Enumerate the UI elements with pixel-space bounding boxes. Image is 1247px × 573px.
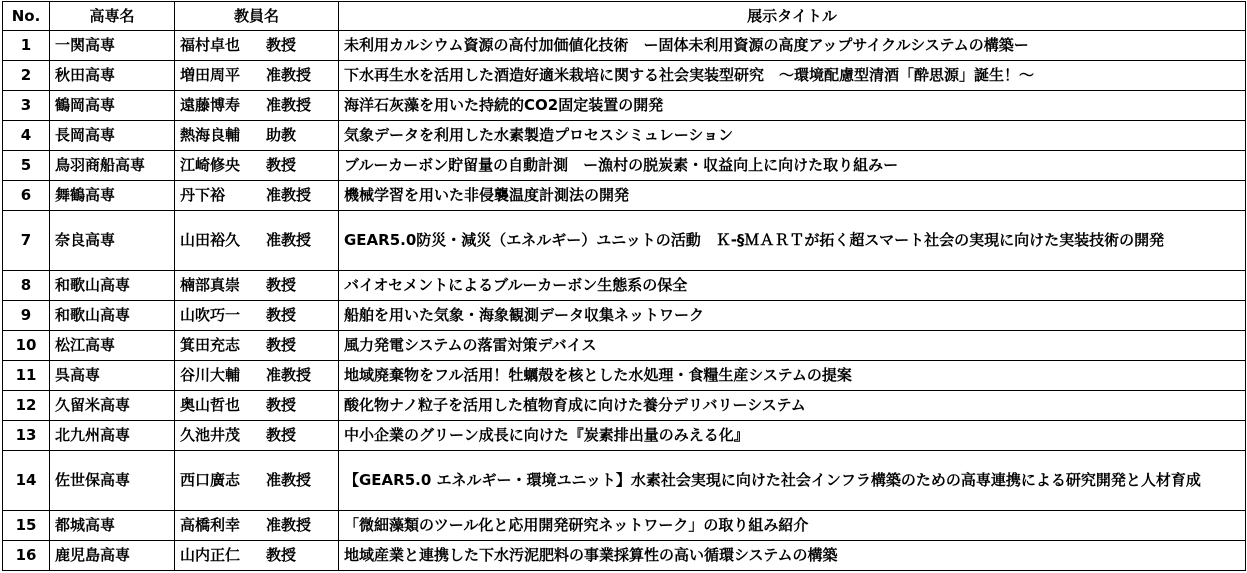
school-name: 一関高専 (50, 31, 175, 61)
table-row (3, 151, 1246, 181)
teacher-cell (175, 511, 339, 541)
teacher-position: 准教授 (266, 96, 312, 114)
teacher-name: 山内正仁 (180, 546, 241, 564)
row-number: 9 (3, 301, 50, 331)
header-school: 高専名 (50, 2, 175, 31)
school-name: 和歌山高専 (50, 271, 175, 301)
teacher-cell (175, 121, 339, 151)
teacher-name: 西口廣志 (180, 471, 241, 489)
teacher-name: 増田周平 (180, 66, 241, 84)
school-name: 松江高専 (50, 331, 175, 361)
teacher-cell (175, 301, 339, 331)
table-row (3, 301, 1246, 331)
teacher-position: 教授 (266, 36, 297, 54)
row-number: 11 (3, 361, 50, 391)
teacher-cell (175, 31, 339, 61)
teacher-cell (175, 211, 339, 271)
table-row (3, 121, 1246, 151)
row-number: 15 (3, 511, 50, 541)
school-name: 久留米高専 (50, 391, 175, 421)
teacher-name: 奥山哲也 (180, 396, 241, 414)
teacher-cell (175, 271, 339, 301)
table-row (3, 271, 1246, 301)
table-row (3, 391, 1246, 421)
row-number: 4 (3, 121, 50, 151)
table-row (3, 451, 1246, 511)
row-number: 10 (3, 331, 50, 361)
table-row (3, 361, 1246, 391)
table-body (3, 31, 1246, 571)
teacher-name: 楠部真崇 (180, 276, 241, 294)
row-number: 7 (3, 211, 50, 271)
school-name: 舞鶴高専 (50, 181, 175, 211)
teacher-position: 准教授 (266, 471, 312, 489)
exhibit-title: ブルーカーボン貯留量の自動計測 ー漁村の脱炭素・収益向上に向けた取り組みー (339, 151, 1246, 181)
exhibit-title: 未利用カルシウム資源の高付加価値化技術 ー固体未利用資源の高度アップサイクルシステムの構築ー (339, 31, 1246, 61)
teacher-position: 教授 (266, 306, 297, 324)
exhibit-title: 機械学習を用いた非侵襲温度計測法の開発 (339, 181, 1246, 211)
school-name: 北九州高専 (50, 421, 175, 451)
row-number: 1 (3, 31, 50, 61)
row-number: 5 (3, 151, 50, 181)
teacher-cell (175, 421, 339, 451)
teacher-cell (175, 541, 339, 571)
teacher-position: 教授 (266, 426, 297, 444)
exhibit-title: バイオセメントによるブルーカーボン生態系の保全 (339, 271, 1246, 301)
teacher-name: 熱海良輔 (180, 126, 241, 144)
row-number: 3 (3, 91, 50, 121)
school-name: 和歌山高専 (50, 301, 175, 331)
teacher-cell (175, 91, 339, 121)
row-number: 6 (3, 181, 50, 211)
teacher-name: 福村卓也 (180, 36, 241, 54)
school-name: 鹿児島高専 (50, 541, 175, 571)
teacher-cell (175, 451, 339, 511)
row-number: 2 (3, 61, 50, 91)
teacher-name: 江崎修央 (180, 156, 241, 174)
row-number: 12 (3, 391, 50, 421)
table-row (3, 211, 1246, 271)
exhibit-title: 酸化物ナノ粒子を活用した植物育成に向けた養分デリバリーシステム (339, 391, 1246, 421)
table-row (3, 541, 1246, 571)
table-row (3, 91, 1246, 121)
school-name: 長岡高専 (50, 121, 175, 151)
exhibit-title: 「微細藻類のツール化と応用開発研究ネットワーク」の取り組み紹介 (339, 511, 1246, 541)
teacher-position: 教授 (266, 546, 297, 564)
teacher-position: 助教 (266, 126, 297, 144)
row-number: 14 (3, 451, 50, 511)
exhibit-title: 地域廃棄物をフル活用！牡蠣殻を核とした水処理・食糧生産システムの提案 (339, 361, 1246, 391)
teacher-name: 谷川大輔 (180, 366, 241, 384)
table-row (3, 61, 1246, 91)
header-title: 展示タイトル (339, 2, 1246, 31)
teacher-position: 教授 (266, 156, 297, 174)
teacher-name: 久池井茂 (180, 426, 241, 444)
teacher-position: 准教授 (266, 66, 312, 84)
exhibit-title: 船舶を用いた気象・海象観測データ収集ネットワーク (339, 301, 1246, 331)
teacher-cell (175, 151, 339, 181)
exhibit-title: 【GEAR5.0 エネルギー・環境ユニット】水素社会実現に向けた社会インフラ構築のための高専連携による研究開発と人材育成 (339, 451, 1246, 511)
teacher-position: 准教授 (266, 231, 312, 249)
teacher-position: 教授 (266, 336, 297, 354)
school-name: 奈良高専 (50, 211, 175, 271)
teacher-name: 丹下裕 (180, 186, 226, 204)
exhibit-title: 海洋石灰藻を用いた持続的CO2固定装置の開発 (339, 91, 1246, 121)
teacher-position: 准教授 (266, 516, 312, 534)
teacher-cell (175, 391, 339, 421)
teacher-cell (175, 361, 339, 391)
school-name: 佐世保高専 (50, 451, 175, 511)
header-no: No. (3, 2, 50, 31)
teacher-position: 教授 (266, 276, 297, 294)
teacher-name: 山吹巧一 (180, 306, 241, 324)
school-name: 鳥羽商船高専 (50, 151, 175, 181)
teacher-name: 山田裕久 (180, 231, 241, 249)
school-name: 都城高専 (50, 511, 175, 541)
table-row (3, 181, 1246, 211)
exhibit-title: 風力発電システムの落雷対策デバイス (339, 331, 1246, 361)
teacher-position: 教授 (266, 396, 297, 414)
exhibit-title: 下水再生水を活用した酒造好適米栽培に関する社会実装型研究 ～環境配慮型清酒「酔思源」誕生！～ (339, 61, 1246, 91)
exhibit-title: GEAR5.0防災・減災（エネルギー）ユニットの活動 Ｋ-§ＭＡＲＴが拓く超スマート社会の実現に向けた実装技術の開発 (339, 211, 1246, 271)
school-name: 鶴岡高専 (50, 91, 175, 121)
row-number: 16 (3, 541, 50, 571)
exhibit-title: 地域産業と連携した下水汚泥肥料の事業採算性の高い循環システムの構築 (339, 541, 1246, 571)
table-row (3, 31, 1246, 61)
school-name: 呉高専 (50, 361, 175, 391)
teacher-position: 准教授 (266, 366, 312, 384)
exhibit-title: 中小企業のグリーン成長に向けた『炭素排出量のみえる化』 (339, 421, 1246, 451)
exhibit-table (2, 1, 1246, 571)
table-header-row (3, 2, 1246, 31)
teacher-name: 遠藤博寿 (180, 96, 241, 114)
school-name: 秋田高専 (50, 61, 175, 91)
row-number: 8 (3, 271, 50, 301)
table-row (3, 511, 1246, 541)
exhibit-title: 気象データを利用した水素製造プロセスシミュレーション (339, 121, 1246, 151)
teacher-name: 高橋利幸 (180, 516, 241, 534)
teacher-cell (175, 331, 339, 361)
header-teacher: 教員名 (175, 2, 339, 31)
teacher-position: 准教授 (266, 186, 312, 204)
teacher-name: 箕田充志 (180, 336, 241, 354)
table-row (3, 421, 1246, 451)
row-number: 13 (3, 421, 50, 451)
table-row (3, 331, 1246, 361)
teacher-cell (175, 181, 339, 211)
teacher-cell (175, 61, 339, 91)
